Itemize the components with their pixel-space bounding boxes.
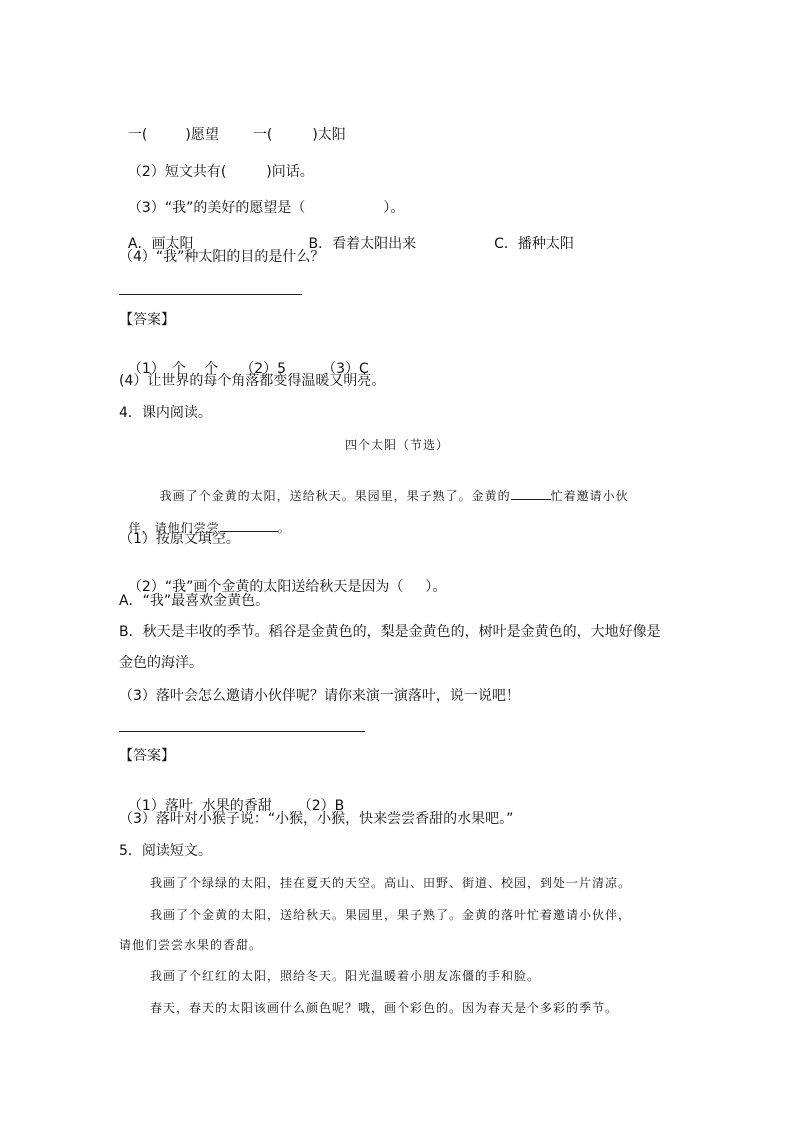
q5-paragraph-1: 我画了个绿绿的太阳，挂在夏天的天空。高山、田野、街道、校园，到处一片清凉。 <box>150 876 632 890</box>
answer2-line2: （3）落叶对小猴子说：“小猴，小猴，快来尝尝香甜的水果吧。” <box>119 811 514 827</box>
option-b[interactable]: B．看着太阳出来 <box>308 236 417 252</box>
answer1-line1: （1） 个 个 （2）5 （3）C <box>127 361 369 377</box>
q4-option-b-line2[interactable]: 金色的海洋。 <box>119 655 203 671</box>
fill-a-suffix: )愿望 <box>185 127 219 143</box>
q3-sub4: （4）“我”种太阳的目的是什么？ <box>119 249 325 265</box>
option-c[interactable]: C．播种太阳 <box>494 236 574 252</box>
fill-b-suffix: )太阳 <box>312 127 346 143</box>
blank[interactable] <box>511 486 551 500</box>
option-a[interactable]: A．画太阳 <box>127 236 194 252</box>
q4-option-b-line1[interactable]: B．秋天是丰收的季节。稻谷是金黄色的，梨是金黄色的，树叶是金黄色的，大地好像是 <box>119 624 661 640</box>
q5-paragraph-2-line1: 我画了个金黄的太阳，送给秋天。果园里，果子熟了。金黄的落叶忙着邀请小伙伴， <box>150 908 632 922</box>
q4-option-a[interactable]: A．“我”最喜欢金黄色。 <box>119 593 270 609</box>
fill-blank-line <box>119 108 346 144</box>
fill-b-prefix: 一( <box>252 127 273 143</box>
fill-a-prefix: 一( <box>127 127 148 143</box>
q3-sub2: （2）短文共有( )问话。 <box>127 164 314 180</box>
q5-paragraph-2-line2: 请他们尝尝水果的香甜。 <box>119 938 263 952</box>
passage-title: 四个太阳（节选） <box>344 438 449 452</box>
answer-label: 【答案】 <box>119 748 175 764</box>
answer1-line2: (4）让世界的每个角落都变得温暖又明亮。 <box>119 373 386 389</box>
q4-sub3: （3）落叶会怎么邀请小伙伴呢？请你来演一演落叶，说一说吧！ <box>119 688 520 704</box>
answer-line[interactable] <box>119 731 365 732</box>
q4-sub1: （1）按原文填空。 <box>119 531 240 547</box>
answer-label: 【答案】 <box>119 312 175 328</box>
passage-line-1: 我画了个金黄的太阳，送给秋天。果园里，果子熟了。金黄的 忙着邀请小伙 <box>150 468 629 505</box>
answer-line[interactable] <box>119 294 302 295</box>
q4-sub2: （2）“我”画个金黄的太阳送给秋天是因为（ ）。 <box>127 579 447 595</box>
q5-paragraph-4: 春天，春天的太阳该画什么颜色呢？哦，画个彩色的。因为春天是个多彩的季节。 <box>150 1001 619 1015</box>
q5-paragraph-3: 我画了个红红的太阳，照给冬天。阳光温暖着小朋友冻僵的手和脸。 <box>150 969 541 983</box>
q4-heading: 4．课内阅读。 <box>119 405 212 421</box>
passage-line-2: 伴，请他们尝尝 。 <box>119 500 291 537</box>
q5-heading: 5．阅读短文。 <box>119 843 212 859</box>
answer2-line1: （1）落叶 水果的香甜 （2）B <box>127 798 345 814</box>
q3-sub3: （3）“我”的美好的愿望是（ ）。 <box>127 200 405 216</box>
